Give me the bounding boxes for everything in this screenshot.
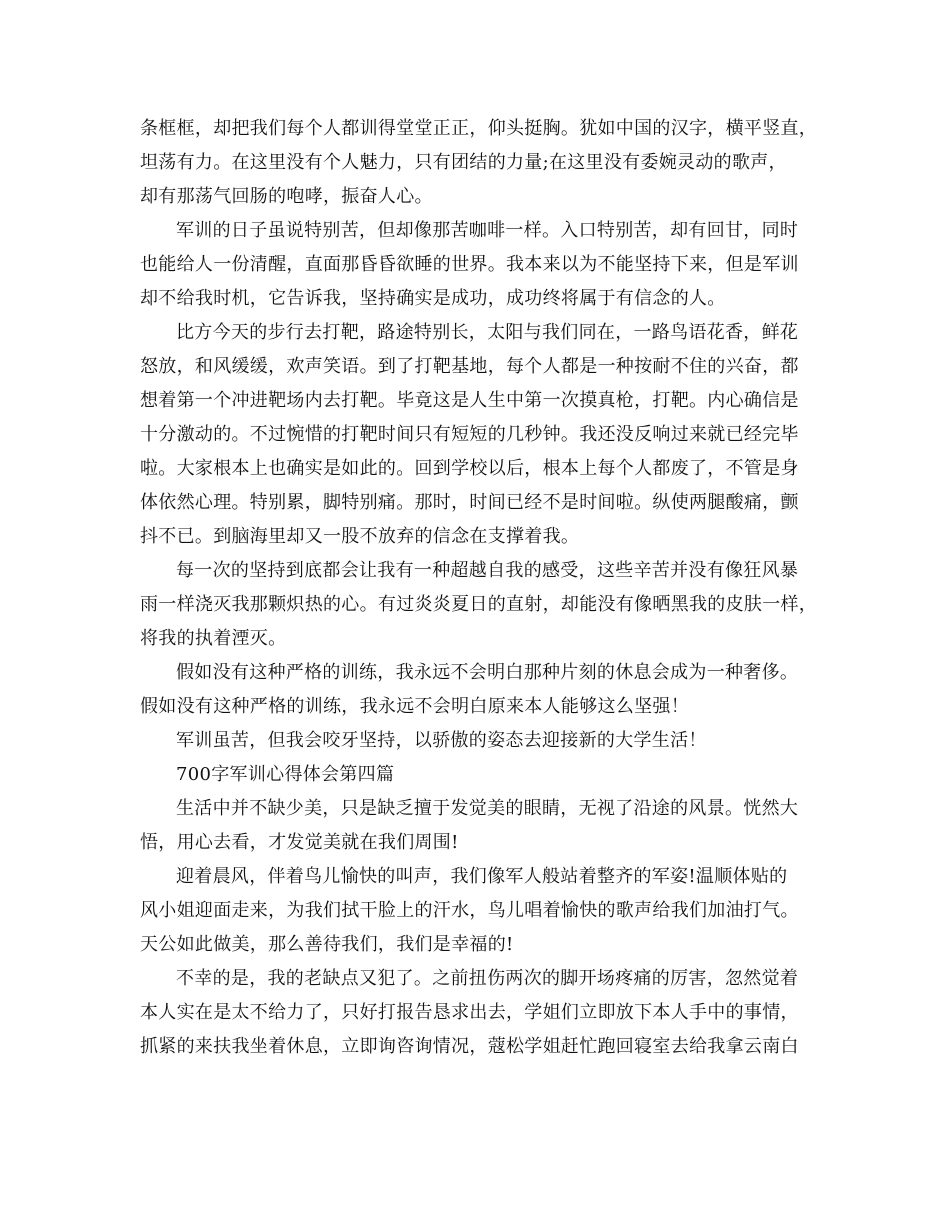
paragraph-first-line: 不幸的是，我的老缺点又犯了。之前扭伤两次的脚开场疼痛的厉害，忽然觉着 [176, 968, 799, 989]
text-line: 悟，用心去看，才发觉美就在我们周围! [140, 832, 459, 853]
text-line: 将我的执着湮灭。 [140, 628, 287, 649]
text-line: 也能给人一份清醒，直面那昏昏欲睡的世界。我本来以为不能坚持下来，但是军训 [140, 254, 799, 275]
text-line: 啦。大家根本上也确实是如此的。回到学校以后，根本上每个人都废了，不管是身 [140, 458, 799, 479]
text-line: 却不给我时机，它告诉我，坚持确实是成功，成功终将属于有信念的人。 [140, 288, 726, 309]
text-line: 条框框，却把我们每个人都训得堂堂正正，仰头挺胸。犹如中国的汉字，横平竖直， [140, 118, 818, 139]
paragraph-first-line: 比方今天的步行去打靶，路途特别长，太阳与我们同在，一路鸟语花香，鲜花 [176, 322, 799, 343]
text-line: 抖不已。到脑海里却又一股不放弃的信念在支撑着我。 [140, 526, 580, 547]
paragraph-first-line: 迎着晨风，伴着鸟儿愉快的叫声，我们像军人般站着整齐的军姿!温顺体贴的 [176, 866, 788, 887]
text-line: 抓紧的来扶我坐着休息，立即询咨询情况，蔻松学姐赶忙跑回寝室去给我拿云南白 [140, 1036, 799, 1057]
text-line: 却有那荡气回肠的咆哮，振奋人心。 [140, 186, 433, 207]
text-line: 十分激动的。不过惋惜的打靶时间只有短短的几秒钟。我还没反响过来就已经完毕 [140, 424, 799, 445]
text-line: 天公如此做美，那么善待我们，我们是幸福的! [140, 934, 514, 955]
text-line: 本人实在是太不给力了，只好打报告恳求出去，学姐们立即放下本人手中的事情， [140, 1002, 799, 1023]
text-line: 雨一样浇灭我那颗炽热的心。有过炎炎夏日的直射，却能没有像晒黑我的皮肤一样， [140, 594, 818, 615]
paragraph-first-line: 生活中并不缺少美，只是缺乏擅于发觉美的眼睛，无视了沿途的风景。恍然大 [176, 798, 799, 819]
text-line: 怒放，和风缓缓，欢声笑语。到了打靶基地，每个人都是一种按耐不住的兴奋，都 [140, 356, 799, 377]
document-body [140, 112, 830, 1064]
paragraph-first-line: 假如没有这种严格的训练，我永远不会明白那种片刻的休息会成为一种奢侈。 [176, 662, 799, 683]
text-line: 体依然心理。特别累，脚特别痛。那时，时间已经不是时间啦。纵使两腿酸痛，颤 [140, 492, 799, 513]
text-line: 假如没有这种严格的训练，我永远不会明白原来本人能够这么坚强！ [140, 696, 689, 717]
paragraph-first-line: 军训的日子虽说特别苦，但却像那苦咖啡一样。入口特别苦，却有回甘，同时 [176, 220, 799, 241]
text-line: 风小姐迎面走来，为我们拭干脸上的汗水，鸟儿唱着愉快的歌声给我们加油打气。 [140, 900, 799, 921]
paragraph-first-line: 700字军训心得体会第四篇 [176, 764, 395, 785]
text-line: 想着第一个冲进靶场内去打靶。毕竟这是人生中第一次摸真枪，打靶。内心确信是 [140, 390, 799, 411]
text-line: 坦荡有力。在这里没有个人魅力，只有团结的力量;在这里没有委婉灵动的歌声， [140, 152, 787, 173]
paragraph-first-line: 每一次的坚持到底都会让我有一种超越自我的感受，这些辛苦并没有像狂风暴 [176, 560, 799, 581]
paragraph-first-line: 军训虽苦，但我会咬牙坚持，以骄傲的姿态去迎接新的大学生活！ [176, 730, 707, 751]
